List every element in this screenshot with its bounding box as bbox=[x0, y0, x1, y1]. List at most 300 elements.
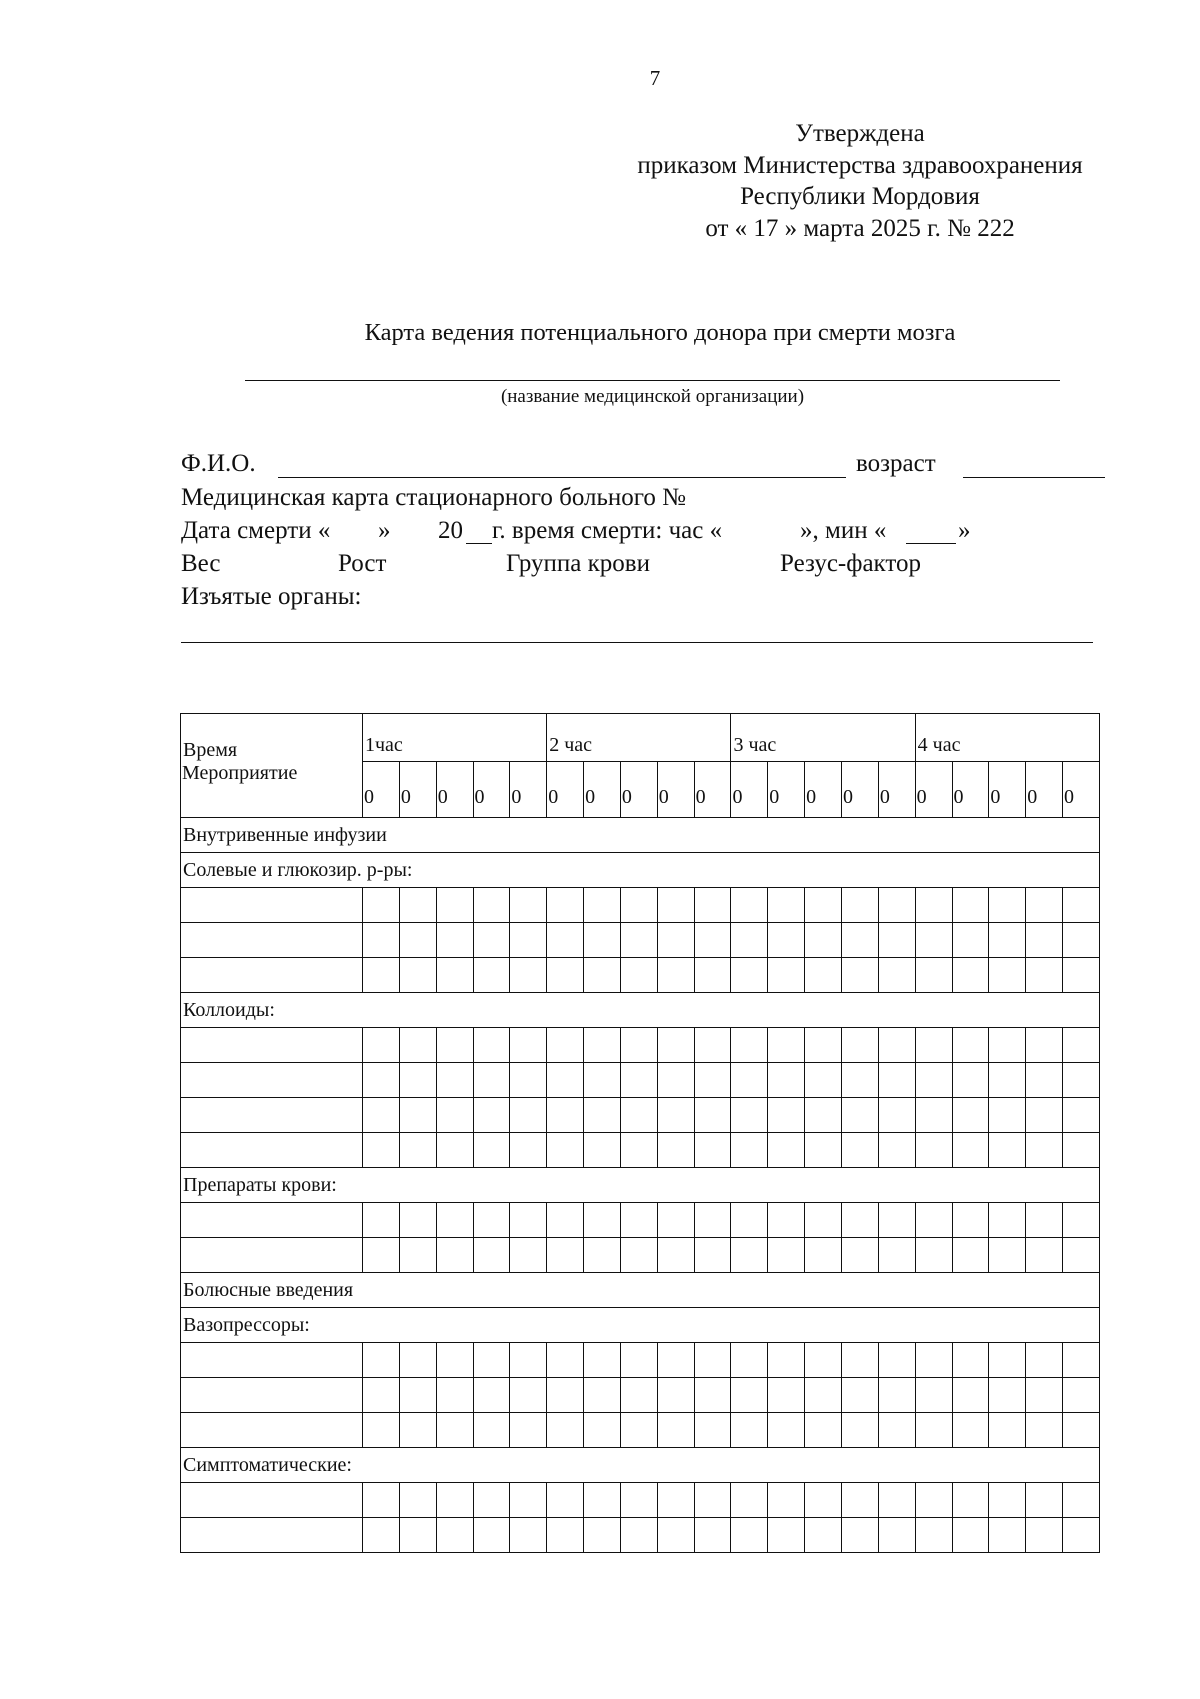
entry-value-cell[interactable] bbox=[657, 958, 694, 993]
entry-value-cell[interactable] bbox=[1026, 923, 1063, 958]
entry-value-cell[interactable] bbox=[620, 888, 657, 923]
entry-name-cell[interactable] bbox=[181, 1133, 363, 1168]
entry-value-cell[interactable] bbox=[473, 1483, 510, 1518]
entry-value-cell[interactable] bbox=[510, 958, 547, 993]
entry-value-cell[interactable] bbox=[473, 1063, 510, 1098]
entry-value-cell[interactable] bbox=[1063, 1518, 1100, 1553]
entry-value-cell[interactable] bbox=[841, 1238, 878, 1273]
entry-value-cell[interactable] bbox=[731, 923, 768, 958]
entry-value-cell[interactable] bbox=[841, 1378, 878, 1413]
entry-value-cell[interactable] bbox=[805, 1343, 842, 1378]
entry-value-cell[interactable] bbox=[584, 1028, 621, 1063]
entry-value-cell[interactable] bbox=[841, 1063, 878, 1098]
entry-value-cell[interactable] bbox=[657, 888, 694, 923]
entry-value-cell[interactable] bbox=[510, 923, 547, 958]
section-row bbox=[181, 1168, 1100, 1203]
entry-value-cell[interactable] bbox=[915, 923, 952, 958]
entry-value-cell[interactable] bbox=[989, 958, 1026, 993]
entry-value-cell[interactable] bbox=[584, 923, 621, 958]
entry-value-cell[interactable] bbox=[952, 888, 989, 923]
entry-value-cell[interactable] bbox=[363, 1133, 400, 1168]
entry-value-cell[interactable] bbox=[841, 1133, 878, 1168]
entry-value-cell[interactable] bbox=[584, 1238, 621, 1273]
entry-value-cell[interactable] bbox=[399, 1483, 436, 1518]
entry-value-cell[interactable] bbox=[878, 923, 915, 958]
entry-value-cell[interactable] bbox=[436, 923, 473, 958]
entry-value-cell[interactable] bbox=[915, 1343, 952, 1378]
organs-label: Изъятые органы: bbox=[181, 583, 362, 610]
entry-value-cell[interactable] bbox=[731, 1343, 768, 1378]
entry-value-cell[interactable] bbox=[399, 958, 436, 993]
entry-value-cell[interactable] bbox=[768, 888, 805, 923]
entry-name-cell[interactable] bbox=[181, 1203, 363, 1238]
entry-value-cell[interactable] bbox=[1026, 958, 1063, 993]
entry-name-cell[interactable] bbox=[181, 1378, 363, 1413]
entry-value-cell[interactable] bbox=[1063, 1133, 1100, 1168]
entry-value-cell[interactable] bbox=[399, 1028, 436, 1063]
entry-value-cell[interactable] bbox=[436, 888, 473, 923]
entry-value-cell[interactable] bbox=[952, 1378, 989, 1413]
entry-value-cell[interactable] bbox=[510, 1378, 547, 1413]
entry-name-cell[interactable] bbox=[181, 1098, 363, 1133]
entry-name-cell[interactable] bbox=[181, 1518, 363, 1553]
entry-value-cell[interactable] bbox=[399, 1518, 436, 1553]
entry-value-cell[interactable] bbox=[584, 958, 621, 993]
entry-value-cell[interactable] bbox=[841, 923, 878, 958]
entry-value-cell[interactable] bbox=[620, 1483, 657, 1518]
entry-value-cell[interactable] bbox=[841, 1028, 878, 1063]
entry-value-cell[interactable] bbox=[694, 1518, 731, 1553]
entry-value-cell[interactable] bbox=[989, 1133, 1026, 1168]
entry-value-cell[interactable] bbox=[768, 1343, 805, 1378]
entry-value-cell[interactable] bbox=[694, 1483, 731, 1518]
entry-value-cell[interactable] bbox=[989, 1343, 1026, 1378]
entry-value-cell[interactable] bbox=[731, 1518, 768, 1553]
entry-value-cell[interactable] bbox=[915, 1133, 952, 1168]
entry-value-cell[interactable] bbox=[436, 1378, 473, 1413]
entry-value-cell[interactable] bbox=[915, 958, 952, 993]
entry-value-cell[interactable] bbox=[768, 1238, 805, 1273]
entry-value-cell[interactable] bbox=[805, 1133, 842, 1168]
entry-value-cell[interactable] bbox=[878, 1063, 915, 1098]
entry-value-cell[interactable] bbox=[399, 923, 436, 958]
entry-value-cell[interactable] bbox=[473, 958, 510, 993]
entry-value-cell[interactable] bbox=[952, 923, 989, 958]
entry-value-cell[interactable] bbox=[363, 1413, 400, 1448]
rh-factor-label: Резус-фактор bbox=[780, 550, 921, 577]
entry-value-cell[interactable] bbox=[731, 1133, 768, 1168]
entry-value-cell[interactable] bbox=[363, 1343, 400, 1378]
entry-value-cell[interactable] bbox=[584, 1378, 621, 1413]
entry-value-cell[interactable] bbox=[1063, 1343, 1100, 1378]
entry-value-cell[interactable] bbox=[805, 1098, 842, 1133]
entry-value-cell[interactable] bbox=[989, 1238, 1026, 1273]
entry-value-cell[interactable] bbox=[473, 888, 510, 923]
entry-value-cell[interactable] bbox=[436, 1063, 473, 1098]
entry-value-cell[interactable] bbox=[1026, 1518, 1063, 1553]
entry-value-cell[interactable] bbox=[805, 1378, 842, 1413]
entry-value-cell[interactable] bbox=[841, 958, 878, 993]
entry-value-cell[interactable] bbox=[657, 923, 694, 958]
minute-cell: 0 bbox=[768, 762, 805, 818]
entry-value-cell[interactable] bbox=[436, 1343, 473, 1378]
entry-value-cell[interactable] bbox=[510, 1203, 547, 1238]
entry-value-cell[interactable] bbox=[952, 1098, 989, 1133]
entry-value-cell[interactable] bbox=[694, 888, 731, 923]
entry-value-cell[interactable] bbox=[952, 1133, 989, 1168]
entry-value-cell[interactable] bbox=[657, 1203, 694, 1238]
death-min-quote: » bbox=[958, 517, 971, 544]
entry-value-cell[interactable] bbox=[584, 888, 621, 923]
entry-value-cell[interactable] bbox=[768, 1203, 805, 1238]
entry-value-cell[interactable] bbox=[363, 1378, 400, 1413]
entry-value-cell[interactable] bbox=[952, 1343, 989, 1378]
entry-value-cell[interactable] bbox=[915, 1238, 952, 1273]
entry-value-cell[interactable] bbox=[878, 1098, 915, 1133]
entry-value-cell[interactable] bbox=[547, 1343, 584, 1378]
entry-value-cell[interactable] bbox=[1063, 1028, 1100, 1063]
entry-value-cell[interactable] bbox=[473, 1238, 510, 1273]
entry-value-cell[interactable] bbox=[1026, 888, 1063, 923]
entry-value-cell[interactable] bbox=[841, 1413, 878, 1448]
entry-value-cell[interactable] bbox=[731, 1063, 768, 1098]
entry-value-cell[interactable] bbox=[399, 888, 436, 923]
entry-value-cell[interactable] bbox=[620, 1063, 657, 1098]
entry-value-cell[interactable] bbox=[878, 1518, 915, 1553]
entry-value-cell[interactable] bbox=[805, 1028, 842, 1063]
entry-value-cell[interactable] bbox=[989, 1518, 1026, 1553]
entry-value-cell[interactable] bbox=[878, 1378, 915, 1413]
entry-value-cell[interactable] bbox=[620, 1238, 657, 1273]
entry-value-cell[interactable] bbox=[952, 1203, 989, 1238]
entry-value-cell[interactable] bbox=[620, 1378, 657, 1413]
entry-value-cell[interactable] bbox=[547, 1028, 584, 1063]
entry-value-cell[interactable] bbox=[952, 1028, 989, 1063]
entry-value-cell[interactable] bbox=[989, 923, 1026, 958]
entry-value-cell[interactable] bbox=[547, 1238, 584, 1273]
entry-value-cell[interactable] bbox=[805, 1483, 842, 1518]
entry-value-cell[interactable] bbox=[399, 1343, 436, 1378]
entry-value-cell[interactable] bbox=[805, 923, 842, 958]
entry-value-cell[interactable] bbox=[547, 923, 584, 958]
entry-value-cell[interactable] bbox=[694, 958, 731, 993]
entry-value-cell[interactable] bbox=[436, 1133, 473, 1168]
entry-value-cell[interactable] bbox=[768, 1028, 805, 1063]
entry-value-cell[interactable] bbox=[547, 1098, 584, 1133]
entry-value-cell[interactable] bbox=[915, 1413, 952, 1448]
entry-value-cell[interactable] bbox=[1026, 1098, 1063, 1133]
entry-value-cell[interactable] bbox=[620, 1343, 657, 1378]
entry-value-cell[interactable] bbox=[584, 1133, 621, 1168]
entry-value-cell[interactable] bbox=[1026, 1413, 1063, 1448]
entry-value-cell[interactable] bbox=[657, 1238, 694, 1273]
entry-value-cell[interactable] bbox=[399, 1063, 436, 1098]
entry-value-cell[interactable] bbox=[1063, 923, 1100, 958]
entry-value-cell[interactable] bbox=[805, 1063, 842, 1098]
entry-value-cell[interactable] bbox=[878, 1203, 915, 1238]
entry-value-cell[interactable] bbox=[363, 1518, 400, 1553]
entry-value-cell[interactable] bbox=[657, 1483, 694, 1518]
entry-name-cell[interactable] bbox=[181, 888, 363, 923]
entry-value-cell[interactable] bbox=[510, 1133, 547, 1168]
entry-value-cell[interactable] bbox=[915, 1028, 952, 1063]
section-title: Препараты крови: bbox=[181, 1168, 1100, 1203]
entry-value-cell[interactable] bbox=[547, 1378, 584, 1413]
entry-value-cell[interactable] bbox=[694, 1343, 731, 1378]
entry-value-cell[interactable] bbox=[731, 1098, 768, 1133]
entry-value-cell[interactable] bbox=[547, 1203, 584, 1238]
entry-value-cell[interactable] bbox=[473, 923, 510, 958]
entry-value-cell[interactable] bbox=[620, 1518, 657, 1553]
entry-value-cell[interactable] bbox=[694, 1413, 731, 1448]
entry-value-cell[interactable] bbox=[510, 1483, 547, 1518]
entry-value-cell[interactable] bbox=[878, 958, 915, 993]
entry-value-cell[interactable] bbox=[436, 1413, 473, 1448]
entry-value-cell[interactable] bbox=[436, 958, 473, 993]
entry-value-cell[interactable] bbox=[473, 1028, 510, 1063]
entry-value-cell[interactable] bbox=[547, 958, 584, 993]
entry-value-cell[interactable] bbox=[363, 923, 400, 958]
entry-value-cell[interactable] bbox=[510, 1413, 547, 1448]
entry-value-cell[interactable] bbox=[473, 1203, 510, 1238]
entry-value-cell[interactable] bbox=[805, 888, 842, 923]
entry-value-cell[interactable] bbox=[584, 1343, 621, 1378]
entry-value-cell[interactable] bbox=[952, 1518, 989, 1553]
entry-value-cell[interactable] bbox=[841, 1203, 878, 1238]
entry-value-cell[interactable] bbox=[620, 1028, 657, 1063]
entry-value-cell[interactable] bbox=[989, 1203, 1026, 1238]
entry-value-cell[interactable] bbox=[915, 1063, 952, 1098]
entry-value-cell[interactable] bbox=[363, 888, 400, 923]
entry-value-cell[interactable] bbox=[657, 1098, 694, 1133]
entry-value-cell[interactable] bbox=[1026, 1028, 1063, 1063]
entry-value-cell[interactable] bbox=[363, 1203, 400, 1238]
entry-value-cell[interactable] bbox=[694, 1063, 731, 1098]
entry-value-cell[interactable] bbox=[510, 1028, 547, 1063]
entry-value-cell[interactable] bbox=[805, 1238, 842, 1273]
entry-value-cell[interactable] bbox=[1063, 1063, 1100, 1098]
entry-value-cell[interactable] bbox=[473, 1133, 510, 1168]
entry-value-cell[interactable] bbox=[584, 1518, 621, 1553]
entry-value-cell[interactable] bbox=[989, 1063, 1026, 1098]
entry-value-cell[interactable] bbox=[584, 1483, 621, 1518]
entry-value-cell[interactable] bbox=[952, 958, 989, 993]
entry-value-cell[interactable] bbox=[841, 1483, 878, 1518]
entry-value-cell[interactable] bbox=[1063, 958, 1100, 993]
entry-value-cell[interactable] bbox=[694, 1238, 731, 1273]
entry-value-cell[interactable] bbox=[1026, 1063, 1063, 1098]
entry-value-cell[interactable] bbox=[399, 1238, 436, 1273]
entry-value-cell[interactable] bbox=[805, 1413, 842, 1448]
entry-value-cell[interactable] bbox=[952, 1413, 989, 1448]
entry-value-cell[interactable] bbox=[547, 1483, 584, 1518]
entry-value-cell[interactable] bbox=[805, 958, 842, 993]
entry-value-cell[interactable] bbox=[952, 1483, 989, 1518]
entry-value-cell[interactable] bbox=[436, 1203, 473, 1238]
entry-value-cell[interactable] bbox=[473, 1413, 510, 1448]
entry-value-cell[interactable] bbox=[841, 1518, 878, 1553]
entry-value-cell[interactable] bbox=[952, 1063, 989, 1098]
entry-value-cell[interactable] bbox=[657, 1133, 694, 1168]
entry-value-cell[interactable] bbox=[547, 888, 584, 923]
entry-value-cell[interactable] bbox=[1063, 1483, 1100, 1518]
entry-value-cell[interactable] bbox=[878, 1343, 915, 1378]
entry-value-cell[interactable] bbox=[436, 1098, 473, 1133]
entry-value-cell[interactable] bbox=[436, 1028, 473, 1063]
entry-value-cell[interactable] bbox=[878, 1413, 915, 1448]
entry-value-cell[interactable] bbox=[731, 1203, 768, 1238]
entry-value-cell[interactable] bbox=[768, 958, 805, 993]
entry-value-cell[interactable] bbox=[510, 1098, 547, 1133]
entry-name-cell[interactable] bbox=[181, 923, 363, 958]
entry-value-cell[interactable] bbox=[731, 1238, 768, 1273]
entry-value-cell[interactable] bbox=[878, 1483, 915, 1518]
entry-value-cell[interactable] bbox=[768, 1063, 805, 1098]
entry-value-cell[interactable] bbox=[473, 1343, 510, 1378]
entry-name-cell[interactable] bbox=[181, 1343, 363, 1378]
entry-value-cell[interactable] bbox=[510, 1343, 547, 1378]
entry-value-cell[interactable] bbox=[363, 1483, 400, 1518]
entry-value-cell[interactable] bbox=[915, 1098, 952, 1133]
entry-value-cell[interactable] bbox=[694, 1203, 731, 1238]
entry-value-cell[interactable] bbox=[399, 1203, 436, 1238]
entry-name-cell[interactable] bbox=[181, 1238, 363, 1273]
entry-value-cell[interactable] bbox=[547, 1413, 584, 1448]
entry-value-cell[interactable] bbox=[363, 1063, 400, 1098]
entry-value-cell[interactable] bbox=[1026, 1133, 1063, 1168]
entry-value-cell[interactable] bbox=[363, 1028, 400, 1063]
entry-value-cell[interactable] bbox=[989, 1028, 1026, 1063]
entry-value-cell[interactable] bbox=[768, 1133, 805, 1168]
entry-value-cell[interactable] bbox=[805, 1203, 842, 1238]
entry-value-cell[interactable] bbox=[363, 1238, 400, 1273]
entry-value-cell[interactable] bbox=[805, 1518, 842, 1553]
entry-value-cell[interactable] bbox=[731, 958, 768, 993]
entry-value-cell[interactable] bbox=[915, 888, 952, 923]
entry-value-cell[interactable] bbox=[584, 1203, 621, 1238]
entry-value-cell[interactable] bbox=[768, 1378, 805, 1413]
entry-value-cell[interactable] bbox=[878, 1238, 915, 1273]
entry-value-cell[interactable] bbox=[473, 1518, 510, 1553]
entry-value-cell[interactable] bbox=[694, 1098, 731, 1133]
entry-value-cell[interactable] bbox=[657, 1063, 694, 1098]
entry-value-cell[interactable] bbox=[768, 1518, 805, 1553]
entry-value-cell[interactable] bbox=[952, 1238, 989, 1273]
entry-value-cell[interactable] bbox=[620, 1098, 657, 1133]
entry-value-cell[interactable] bbox=[657, 1518, 694, 1553]
entry-value-cell[interactable] bbox=[1063, 1098, 1100, 1133]
entry-value-cell[interactable] bbox=[768, 1483, 805, 1518]
entry-value-cell[interactable] bbox=[510, 1518, 547, 1553]
entry-value-cell[interactable] bbox=[510, 1238, 547, 1273]
entry-value-cell[interactable] bbox=[768, 1098, 805, 1133]
entry-value-cell[interactable] bbox=[473, 1098, 510, 1133]
entry-value-cell[interactable] bbox=[584, 1063, 621, 1098]
entry-value-cell[interactable] bbox=[473, 1378, 510, 1413]
entry-value-cell[interactable] bbox=[731, 1378, 768, 1413]
entry-value-cell[interactable] bbox=[399, 1098, 436, 1133]
entry-name-cell[interactable] bbox=[181, 1413, 363, 1448]
entry-value-cell[interactable] bbox=[694, 1133, 731, 1168]
entry-value-cell[interactable] bbox=[731, 1413, 768, 1448]
entry-value-cell[interactable] bbox=[878, 888, 915, 923]
entry-value-cell[interactable] bbox=[915, 1483, 952, 1518]
entry-value-cell[interactable] bbox=[915, 1518, 952, 1553]
entry-value-cell[interactable] bbox=[841, 888, 878, 923]
entry-value-cell[interactable] bbox=[878, 1028, 915, 1063]
entry-value-cell[interactable] bbox=[731, 888, 768, 923]
entry-value-cell[interactable] bbox=[547, 1063, 584, 1098]
entry-value-cell[interactable] bbox=[731, 1483, 768, 1518]
entry-value-cell[interactable] bbox=[694, 1378, 731, 1413]
entry-value-cell[interactable] bbox=[620, 923, 657, 958]
entry-value-cell[interactable] bbox=[510, 1063, 547, 1098]
entry-name-cell[interactable] bbox=[181, 958, 363, 993]
entry-value-cell[interactable] bbox=[436, 1483, 473, 1518]
entry-value-cell[interactable] bbox=[768, 1413, 805, 1448]
entry-value-cell[interactable] bbox=[1063, 1238, 1100, 1273]
entry-value-cell[interactable] bbox=[1063, 1203, 1100, 1238]
entry-value-cell[interactable] bbox=[841, 1343, 878, 1378]
entry-value-cell[interactable] bbox=[584, 1413, 621, 1448]
entry-value-cell[interactable] bbox=[1063, 1378, 1100, 1413]
entry-value-cell[interactable] bbox=[915, 1203, 952, 1238]
entry-value-cell[interactable] bbox=[436, 1518, 473, 1553]
entry-value-cell[interactable] bbox=[1026, 1343, 1063, 1378]
entry-value-cell[interactable] bbox=[657, 1343, 694, 1378]
entry-value-cell[interactable] bbox=[878, 1133, 915, 1168]
entry-value-cell[interactable] bbox=[989, 1413, 1026, 1448]
entry-value-cell[interactable] bbox=[915, 1378, 952, 1413]
entry-value-cell[interactable] bbox=[989, 1098, 1026, 1133]
entry-value-cell[interactable] bbox=[989, 1483, 1026, 1518]
entry-value-cell[interactable] bbox=[1026, 1238, 1063, 1273]
entry-name-cell[interactable] bbox=[181, 1483, 363, 1518]
entry-value-cell[interactable] bbox=[657, 1378, 694, 1413]
entry-value-cell[interactable] bbox=[1063, 1413, 1100, 1448]
entry-value-cell[interactable] bbox=[768, 923, 805, 958]
entry-value-cell[interactable] bbox=[620, 1413, 657, 1448]
entry-value-cell[interactable] bbox=[989, 1378, 1026, 1413]
entry-value-cell[interactable] bbox=[547, 1518, 584, 1553]
entry-value-cell[interactable] bbox=[620, 1203, 657, 1238]
entry-name-cell[interactable] bbox=[181, 1028, 363, 1063]
entry-value-cell[interactable] bbox=[731, 1028, 768, 1063]
entry-value-cell[interactable] bbox=[1063, 888, 1100, 923]
entry-value-cell[interactable] bbox=[1026, 1483, 1063, 1518]
entry-value-cell[interactable] bbox=[657, 1028, 694, 1063]
entry-value-cell[interactable] bbox=[399, 1413, 436, 1448]
entry-value-cell[interactable] bbox=[363, 958, 400, 993]
entry-name-cell[interactable] bbox=[181, 1063, 363, 1098]
entry-value-cell[interactable] bbox=[363, 1098, 400, 1133]
entry-value-cell[interactable] bbox=[399, 1133, 436, 1168]
entry-value-cell[interactable] bbox=[694, 923, 731, 958]
entry-value-cell[interactable] bbox=[694, 1028, 731, 1063]
entry-value-cell[interactable] bbox=[989, 888, 1026, 923]
entry-value-cell[interactable] bbox=[399, 1378, 436, 1413]
entry-value-cell[interactable] bbox=[547, 1133, 584, 1168]
entry-value-cell[interactable] bbox=[510, 888, 547, 923]
entry-value-cell[interactable] bbox=[620, 1133, 657, 1168]
entry-value-cell[interactable] bbox=[1026, 1203, 1063, 1238]
entry-value-cell[interactable] bbox=[657, 1413, 694, 1448]
entry-value-cell[interactable] bbox=[620, 958, 657, 993]
entry-value-cell[interactable] bbox=[841, 1098, 878, 1133]
entry-value-cell[interactable] bbox=[1026, 1378, 1063, 1413]
entry-value-cell[interactable] bbox=[436, 1238, 473, 1273]
entry-value-cell[interactable] bbox=[584, 1098, 621, 1133]
